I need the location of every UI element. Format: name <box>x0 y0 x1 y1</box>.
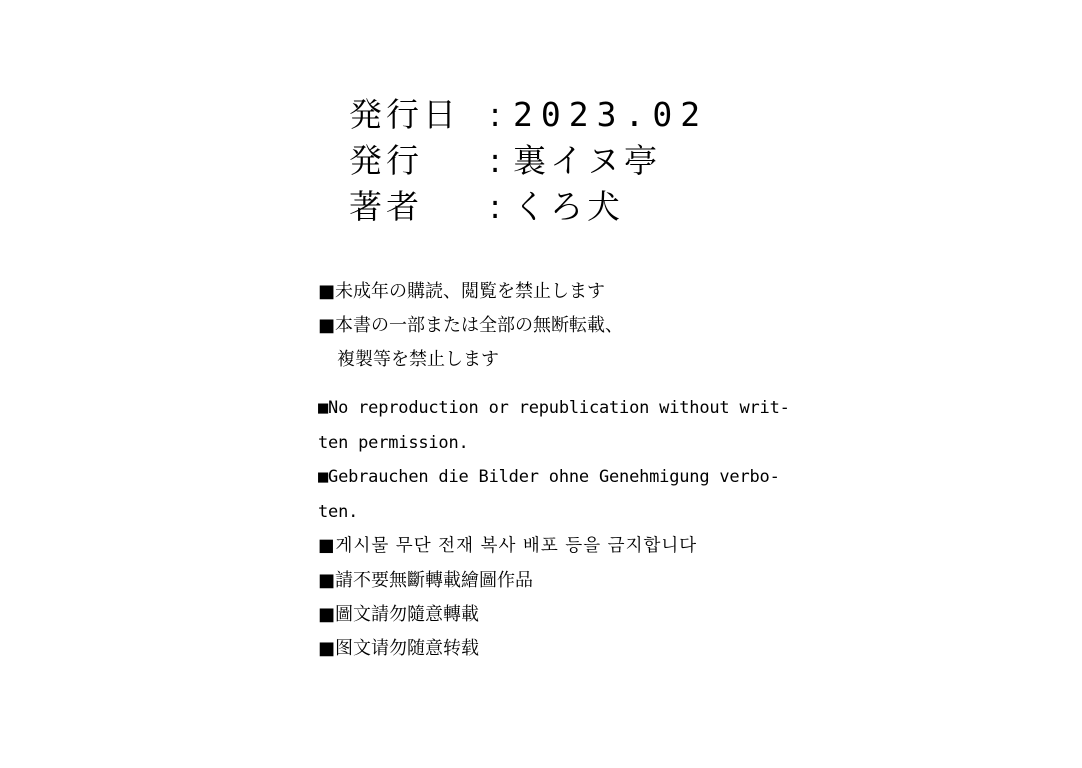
publish-date-value: 2023.02 <box>513 95 709 134</box>
notice-english-line-1: ■No reproduction or republication without writ- <box>318 398 790 418</box>
notice-english-line-2: ten permission. <box>318 432 469 453</box>
publish-date-row <box>349 92 708 138</box>
notice-traditional-chinese-1: ■請不要無斷轉載繪圖作品 <box>318 569 534 591</box>
publisher-label: 発行 <box>349 141 423 180</box>
author-value: くろ犬 <box>513 187 624 226</box>
notice-simplified-chinese: ■图文请勿随意转载 <box>318 637 480 659</box>
notice-reprint-line-2: 複製等を禁止します <box>337 349 499 370</box>
notice-reprint-line-1: ■本書の一部または全部の無断転載、 <box>318 315 624 336</box>
notice-traditional-chinese-2: ■圖文請勿隨意轉載 <box>318 603 480 625</box>
notice-german-line-2: ten. <box>318 501 359 522</box>
colophon-block <box>349 92 708 230</box>
publish-date-label: 発行日 <box>349 95 460 134</box>
separator: : <box>489 95 501 134</box>
notice-minors: ■未成年の購読、閲覧を禁止します <box>318 281 606 302</box>
separator: : <box>489 141 501 180</box>
separator: : <box>489 187 501 226</box>
publisher-row <box>349 138 708 184</box>
author-label: 著者 <box>349 187 423 226</box>
notices-block <box>318 275 798 666</box>
notice-german-line-1: ■Gebrauchen die Bilder ohne Genehmigung verbo- <box>318 467 780 487</box>
author-row <box>349 184 708 230</box>
notice-korean: ■게시물 무단 전재 복사 배포 등을 금지합니다 <box>318 536 698 556</box>
publisher-value: 裏イヌ亭 <box>513 141 661 180</box>
